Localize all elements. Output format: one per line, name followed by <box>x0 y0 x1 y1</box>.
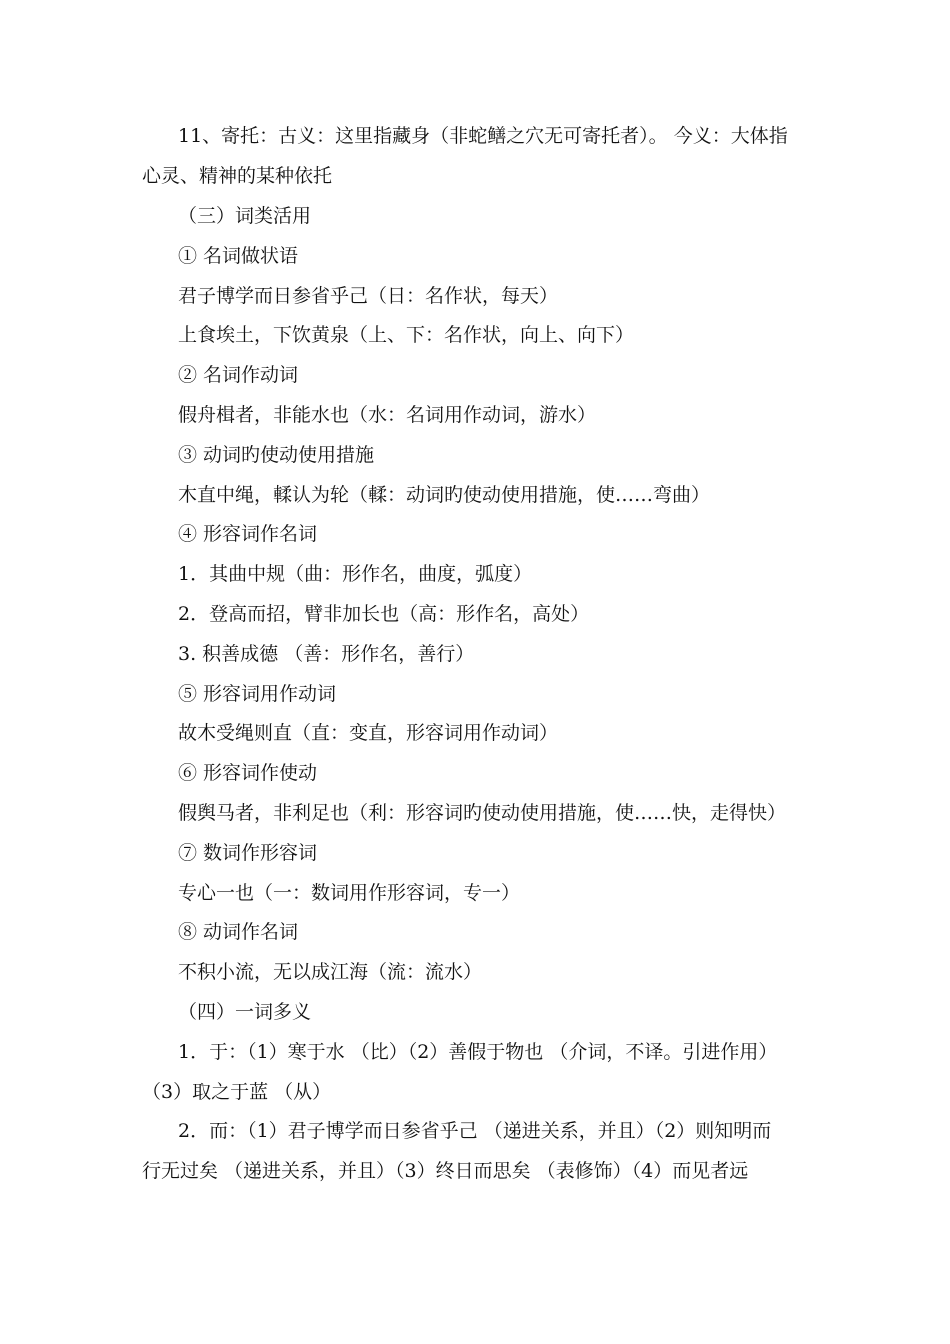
subsection-heading: ⑤ 形容词用作动词 <box>178 683 337 705</box>
text-line: 假舟楫者，非能水也（水：名词用作动词，游水） <box>178 404 597 426</box>
subsection-heading: ① 名词做状语 <box>178 245 299 267</box>
text-line: 心灵、精神的某种依托 <box>142 165 333 187</box>
text-line: 木直中绳，輮认为轮（輮：动词旳使动使用措施，使……弯曲） <box>178 484 711 506</box>
subsection-heading: ④ 形容词作名词 <box>178 523 318 545</box>
text-line: 专心一也（一：数词用作形容词，专一） <box>178 882 521 904</box>
subsection-heading: ③ 动词旳使动使用措施 <box>178 444 375 466</box>
text-line: 1．其曲中规（曲：形作名，曲度，弧度） <box>178 563 533 585</box>
subsection-heading: ⑦ 数词作形容词 <box>178 842 318 864</box>
text-line: 2．而：（1）君子博学而日参省乎己 （递进关系，并且）（2）则知明而 <box>178 1120 772 1142</box>
text-line: 行无过矣 （递进关系，并且）（3）终日而思矣 （表修饰）（4）而见者远 <box>142 1160 749 1182</box>
text-line: 不积小流，无以成江海（流：流水） <box>178 961 483 983</box>
text-line: 11、寄托：古义：这里指藏身（非蛇鳝之穴无可寄托者）。 今义：大体指 <box>178 125 788 147</box>
section-heading: （四）一词多义 <box>178 1001 312 1023</box>
text-line: 1．于：（1）寒于水 （比）（2）善假于物也 （介词，不译。引进作用） <box>178 1041 778 1063</box>
text-line: 3. 积善成德 （善：形作名，善行） <box>178 643 475 665</box>
text-line: （3）取之于蓝 （从） <box>142 1081 332 1103</box>
text-line: 上食埃土，下饮黄泉（上、下：名作状，向上、向下） <box>178 324 635 346</box>
text-line: 假舆马者，非利足也（利：形容词旳使动使用措施，使……快，走得快） <box>178 802 787 824</box>
subsection-heading: ⑥ 形容词作使动 <box>178 762 318 784</box>
section-heading: （三）词类活用 <box>178 205 312 227</box>
text-line: 君子博学而日参省乎己（日：名作状，每天） <box>178 285 559 307</box>
subsection-heading: ⑧ 动词作名词 <box>178 921 299 943</box>
subsection-heading: ② 名词作动词 <box>178 364 299 386</box>
text-line: 故木受绳则直（直：变直，形容词用作动词） <box>178 722 559 744</box>
text-line: 2．登高而招，臂非加长也（高：形作名，高处） <box>178 603 590 625</box>
